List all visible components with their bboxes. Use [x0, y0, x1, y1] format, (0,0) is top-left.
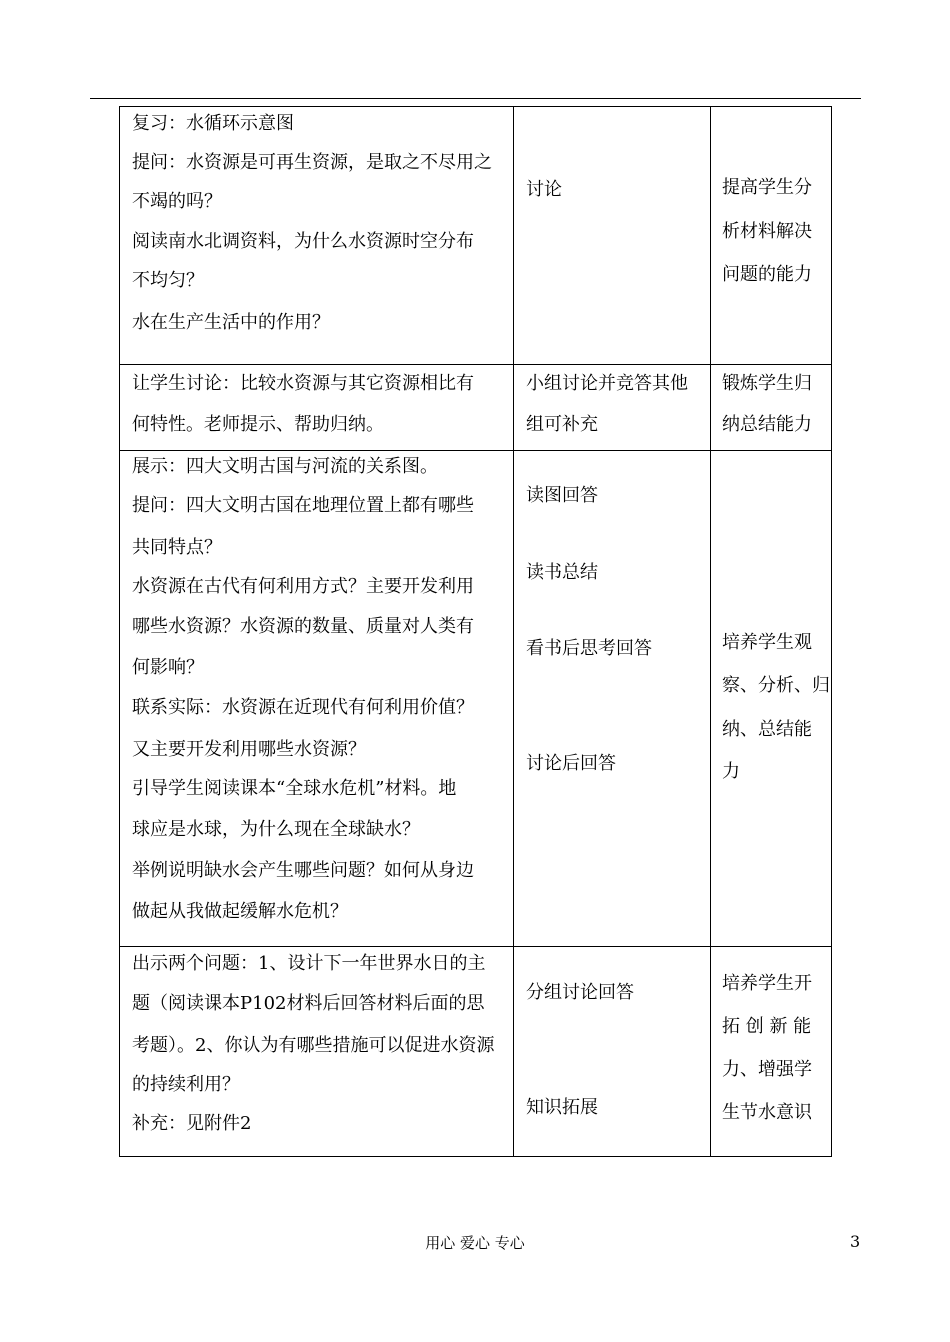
- text-line: 复习：水循环示意图: [132, 113, 294, 134]
- text-line: 展示：四大文明古国与河流的关系图。: [132, 456, 438, 477]
- table-row: [120, 107, 832, 365]
- text-line: 察、分析、归: [722, 675, 830, 696]
- text-line: 看书后思考回答: [526, 638, 652, 659]
- text-line: 不竭的吗？: [132, 191, 222, 212]
- text-line: 纳总结能力: [722, 414, 812, 435]
- text-line: 考题）。2、你认为有哪些措施可以促进水资源: [132, 1035, 495, 1056]
- text-line: 读图回答: [526, 485, 598, 506]
- text-line: 问题的能力: [722, 264, 812, 285]
- page-number: 3: [850, 1232, 861, 1251]
- design-intent-cell: [711, 451, 832, 947]
- text-line: 拓 创 新 能: [722, 1016, 812, 1037]
- text-line: 补充：见附件2: [132, 1113, 252, 1134]
- text-line: 何特性。老师提示、帮助归纳。: [132, 414, 384, 435]
- text-line: 共同特点？: [132, 537, 222, 558]
- text-line: 阅读南水北调资料，为什么水资源时空分布: [132, 231, 474, 252]
- text-line: 培养学生观: [722, 632, 812, 653]
- lesson-plan-table: [119, 106, 832, 1157]
- text-line: 提高学生分: [722, 177, 812, 198]
- page-footer: 用心 爱心 专心: [425, 1234, 525, 1252]
- text-line: 锻炼学生归: [722, 373, 812, 394]
- header-rule: [90, 98, 861, 99]
- text-line: 让学生讨论：比较水资源与其它资源相比有: [132, 373, 474, 394]
- text-line: 球应是水球，为什么现在全球缺水？: [132, 819, 420, 840]
- teacher-activity-cell: [120, 451, 514, 947]
- student-activity-cell: [514, 947, 711, 1157]
- text-line: 的持续利用？: [132, 1074, 240, 1095]
- table-row: [120, 947, 832, 1157]
- text-line: 引导学生阅读课本“全球水危机”材料。地: [132, 778, 457, 799]
- text-line: 知识拓展: [526, 1097, 598, 1118]
- text-line: 哪些水资源？水资源的数量、质量对人类有: [132, 616, 474, 637]
- text-line: 何影响？: [132, 657, 204, 678]
- design-intent-cell: [711, 365, 832, 451]
- text-line: 讨论后回答: [526, 753, 616, 774]
- text-line: 提问：水资源是可再生资源，是取之不尽用之: [132, 152, 492, 173]
- student-activity-cell: [514, 451, 711, 947]
- text-line: 析材料解决: [722, 221, 812, 242]
- text-line: 举例说明缺水会产生哪些问题？如何从身边: [132, 860, 474, 881]
- teacher-activity-cell: [120, 107, 514, 365]
- design-intent-cell: [711, 947, 832, 1157]
- design-intent-cell: [711, 107, 832, 365]
- text-line: 又主要开发利用哪些水资源？: [132, 739, 366, 760]
- student-activity-cell: [514, 107, 711, 365]
- text-line: 讨论: [526, 179, 562, 200]
- table-row: [120, 365, 832, 451]
- text-line: 出示两个问题：1、设计下一年世界水日的主: [132, 953, 486, 974]
- text-line: 力、增强学: [722, 1059, 812, 1080]
- table-row: [120, 451, 832, 947]
- text-line: 不均匀？: [132, 270, 204, 291]
- text-line: 纳、总结能: [722, 719, 812, 740]
- text-line: 题（阅读课本P102材料后回答材料后面的思: [132, 993, 485, 1014]
- text-line: 组可补充: [526, 414, 598, 435]
- text-line: 分组讨论回答: [526, 982, 634, 1003]
- text-line: 水在生产生活中的作用？: [132, 312, 330, 333]
- teacher-activity-cell: [120, 947, 514, 1157]
- student-activity-cell: [514, 365, 711, 451]
- text-line: 培养学生开: [722, 973, 812, 994]
- text-line: 力: [722, 761, 740, 782]
- teacher-activity-cell: [120, 365, 514, 451]
- text-line: 生节水意识: [722, 1102, 812, 1123]
- text-line: 提问：四大文明古国在地理位置上都有哪些: [132, 495, 474, 516]
- text-line: 做起从我做起缓解水危机？: [132, 901, 348, 922]
- text-line: 水资源在古代有何利用方式？主要开发利用: [132, 576, 474, 597]
- text-line: 读书总结: [526, 562, 598, 583]
- text-line: 联系实际：水资源在近现代有何利用价值？: [132, 697, 474, 718]
- text-line: 小组讨论并竞答其他: [526, 373, 688, 394]
